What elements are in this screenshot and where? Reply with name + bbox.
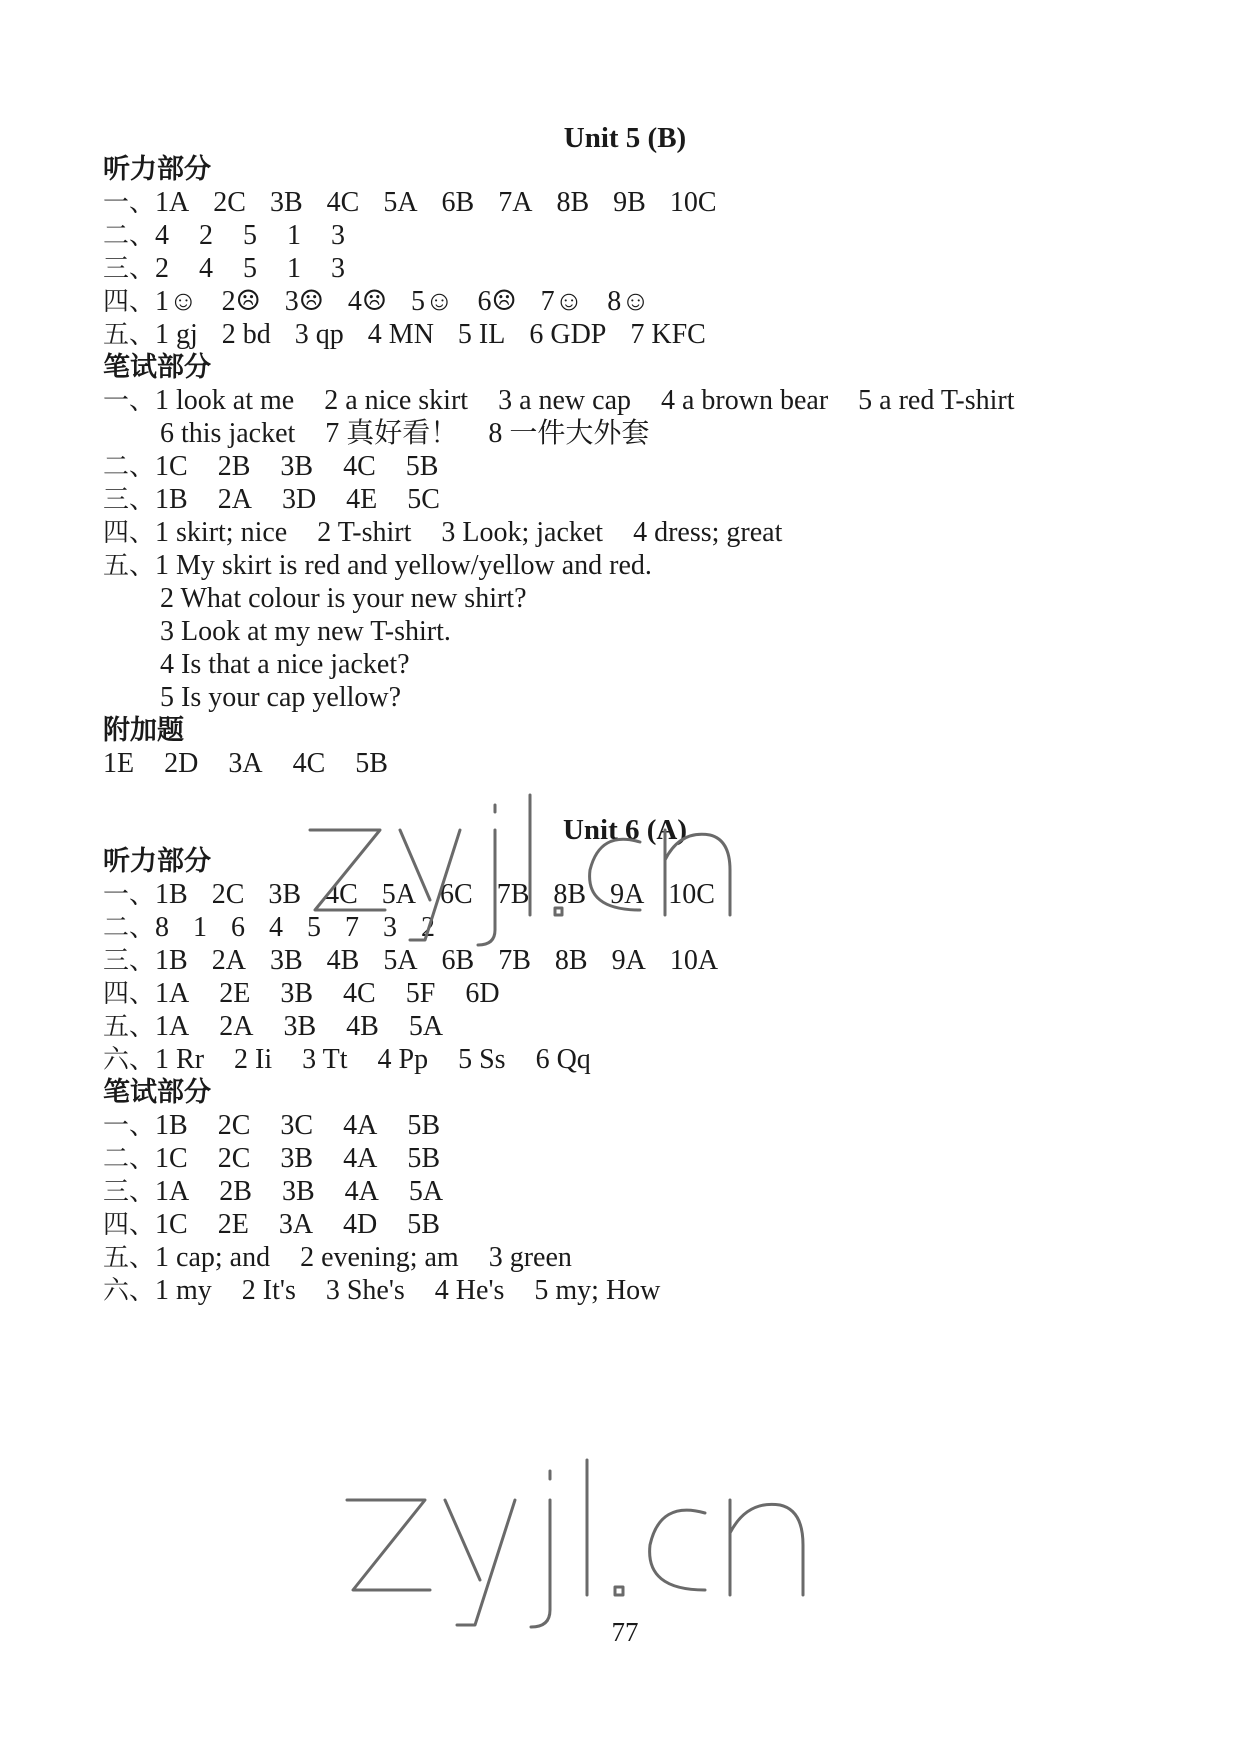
answer-item: 7 真好看！: [325, 418, 459, 449]
answer-item: 5A: [383, 187, 418, 218]
unit-5-writing-line: [160, 416, 679, 452]
answer-item: 4A: [343, 1110, 378, 1141]
answer-item: 3B: [280, 978, 314, 1009]
answer-item: 6B: [441, 187, 475, 218]
answer-item: 2A: [211, 945, 246, 976]
unit-5-writing-line: [160, 581, 557, 617]
answer-item: 2C: [217, 1143, 251, 1174]
question-number: 三、: [103, 485, 156, 515]
answer-item: 1A: [155, 187, 190, 218]
question-number: 一、: [103, 1111, 156, 1141]
answer-item: 2 bd: [221, 319, 271, 350]
answer-item: 4: [199, 253, 214, 284]
answer-item: 3B: [268, 879, 302, 910]
question-number: 一、: [103, 880, 156, 910]
answer-item: 4D: [343, 1209, 378, 1240]
answer-item: 7☺: [540, 286, 584, 317]
question-number: 五、: [103, 1012, 156, 1042]
question-number: 一、: [103, 188, 156, 218]
question-number: 四、: [103, 979, 156, 1009]
answer-item: 3A: [228, 748, 263, 779]
unit-6-writing-line: [103, 1273, 690, 1309]
answer-item: 10C: [669, 187, 717, 218]
answer-item: 6 GDP: [529, 319, 607, 350]
answer-item: 3B: [269, 945, 303, 976]
answer-item: 5 Ss: [458, 1044, 506, 1075]
answer-item: 9B: [613, 187, 646, 218]
unit-6-listening-line: [103, 1042, 621, 1078]
answer-item: 3B: [280, 1143, 314, 1174]
answer-item: 1E: [103, 748, 135, 779]
answer-item: 7B: [498, 945, 531, 976]
question-number: 二、: [103, 913, 156, 943]
answer-item: 6 Qq: [535, 1044, 591, 1075]
unit-5-writing-line: [160, 647, 440, 683]
question-number: 四、: [103, 518, 156, 548]
answer-item: 2: [421, 912, 436, 943]
answer-item: 2 It's: [241, 1275, 296, 1306]
question-number: 四、: [103, 1210, 156, 1240]
answer-item: 1 cap; and: [155, 1242, 271, 1273]
answer-item: 5C: [407, 484, 440, 515]
answer-item: 3 qp: [294, 319, 344, 350]
answer-item: 3 Look at my new T-shirt.: [160, 616, 451, 647]
answer-item: 3A: [278, 1209, 314, 1240]
question-number: 六、: [103, 1045, 156, 1075]
answer-item: 2 evening; am: [300, 1242, 459, 1273]
answer-item: 8 一件大外套: [488, 418, 650, 449]
unit-6-writing-heading: 笔试部分: [103, 1077, 211, 1108]
answer-item: 5A: [383, 945, 418, 976]
answer-item: 5: [307, 912, 322, 943]
answer-item: 5B: [407, 1143, 440, 1174]
unit-6-writing-line: [103, 1108, 470, 1144]
answer-item: 5: [243, 253, 258, 284]
answer-item: 10C: [668, 879, 715, 910]
unit-5-writing-line: [103, 515, 812, 551]
answer-item: 1A: [155, 1011, 190, 1042]
answer-item: 2: [155, 253, 170, 284]
page-number: 77: [611, 1617, 639, 1647]
question-number: 五、: [103, 320, 156, 350]
answer-item: 4C: [326, 187, 360, 218]
unit-5-title: Unit 5 (B): [563, 122, 687, 154]
answer-item: 1: [287, 253, 302, 284]
answer-item: 1☺: [155, 286, 198, 317]
answer-item: 6☹: [477, 286, 517, 317]
answer-item: 5A: [381, 879, 416, 910]
answer-item: 2C: [213, 187, 246, 218]
answer-item: 8B: [556, 187, 590, 218]
answer-item: 3B: [283, 1011, 317, 1042]
question-number: 六、: [103, 1276, 156, 1306]
unit-5-writing-line: [103, 449, 468, 485]
answer-item: 4 a brown bear: [661, 385, 829, 416]
unit-6-listening-line: [103, 877, 739, 913]
answer-item: 5A: [408, 1011, 444, 1042]
answer-item: 1: [193, 912, 208, 943]
unit-6-listening-line: [103, 1009, 473, 1045]
answer-item: 4 Pp: [377, 1044, 429, 1075]
unit-6-writing-line: [103, 1207, 470, 1243]
unit-6-writing-line: [103, 1141, 470, 1177]
answer-item: 7 KFC: [630, 319, 706, 350]
answer-item: 7: [345, 912, 360, 943]
answer-item: 2E: [217, 1209, 249, 1240]
question-number: 三、: [103, 1177, 156, 1207]
answer-item: 3C: [280, 1110, 314, 1141]
answer-item: 2 T-shirt: [317, 517, 412, 548]
answer-item: 5B: [355, 748, 388, 779]
answer-item: 6B: [441, 945, 475, 976]
answer-item: 3 Tt: [302, 1044, 348, 1075]
question-number: 一、: [103, 386, 156, 416]
answer-item: 2C: [217, 1110, 251, 1141]
answer-item: 5 my; How: [534, 1275, 661, 1306]
question-number: 五、: [103, 1243, 156, 1273]
answer-item: 3D: [281, 484, 317, 515]
answer-item: 4A: [344, 1176, 379, 1207]
unit-5-writing-line: [103, 383, 1044, 419]
answer-item: 1A: [155, 1176, 190, 1207]
question-number: 三、: [103, 946, 156, 976]
unit-6-listening-line: [103, 910, 459, 946]
answer-item: 2B: [219, 1176, 252, 1207]
answer-item: 4C: [343, 451, 376, 482]
answer-item: 4: [155, 220, 170, 251]
unit-6-listening-heading: 听力部分: [103, 846, 211, 877]
answer-item: 1C: [155, 1209, 188, 1240]
unit-5-listening-line: [103, 218, 375, 254]
answer-item: 7A: [498, 187, 533, 218]
unit-6-writing-line: [103, 1240, 602, 1276]
unit-5-listening-line: [103, 284, 674, 320]
answer-item: 5B: [405, 451, 439, 482]
question-number: 二、: [103, 452, 156, 482]
unit-5-writing-line: [103, 548, 682, 584]
answer-item: 3 Look; jacket: [441, 517, 604, 548]
answer-item: 2A: [217, 484, 252, 515]
unit-5-writing-line: [160, 680, 431, 716]
answer-item: 4E: [346, 484, 378, 515]
answer-item: 4☹: [347, 286, 387, 317]
answer-item: 2 a nice skirt: [324, 385, 469, 416]
answer-item: 8: [155, 912, 170, 943]
answer-item: 6C: [440, 879, 473, 910]
answer-item: 3 She's: [325, 1275, 405, 1306]
answer-item: 4: [269, 912, 284, 943]
answer-item: 4C: [292, 748, 326, 779]
answer-item: 5☺: [410, 286, 454, 317]
answer-item: 1 My skirt is red and yellow/yellow and red.: [155, 550, 652, 581]
answer-item: 5F: [405, 978, 436, 1009]
answer-item: 2D: [164, 748, 199, 779]
answer-item: 1 skirt; nice: [155, 517, 288, 548]
answer-item: 1 Rr: [155, 1044, 205, 1075]
answer-item: 7B: [496, 879, 530, 910]
answer-item: 5: [243, 220, 258, 251]
answer-item: 4A: [343, 1143, 378, 1174]
question-number: 三、: [103, 254, 156, 284]
answer-item: 2 Ii: [234, 1044, 273, 1075]
unit-5-writing-line: [103, 482, 470, 518]
unit-5-writing-line: [160, 614, 481, 650]
answer-item: 1B: [155, 879, 188, 910]
answer-item: 10A: [669, 945, 719, 976]
answer-item: 3: [331, 220, 346, 251]
unit-5-listening-line: [103, 185, 741, 221]
answer-item: 5 a red T-shirt: [858, 385, 1015, 416]
unit-6-listening-line: [103, 943, 742, 979]
answer-item: 2E: [219, 978, 251, 1009]
answer-item: 4 MN: [367, 319, 434, 350]
answer-item: 3B: [280, 451, 314, 482]
answer-item: 1 look at me: [155, 385, 295, 416]
answer-item: 1C: [155, 1143, 188, 1174]
unit-5-listening-heading: 听力部分: [103, 154, 211, 185]
answer-item: 8B: [553, 879, 587, 910]
answer-item: 3: [331, 253, 346, 284]
answer-item: 5A: [408, 1176, 444, 1207]
unit-5-extra-heading: 附加题: [103, 715, 184, 746]
unit-6-listening-line: [103, 976, 530, 1012]
question-number: 二、: [103, 1144, 156, 1174]
answer-item: 1: [287, 220, 302, 251]
question-number: 四、: [103, 287, 156, 317]
unit-5-listening-line: [103, 317, 730, 353]
answer-item: 2A: [219, 1011, 254, 1042]
answer-item: 2 What colour is your new shirt?: [160, 583, 527, 614]
answer-item: 2B: [217, 451, 251, 482]
answer-item: 1C: [155, 451, 188, 482]
answer-item: 1B: [155, 945, 188, 976]
answer-item: 4 dress; great: [633, 517, 783, 548]
answer-item: 4B: [346, 1011, 379, 1042]
answer-item: 4B: [326, 945, 360, 976]
answer-item: 1 gj: [155, 319, 198, 350]
answer-item: 3 green: [488, 1242, 572, 1273]
question-number: 二、: [103, 221, 156, 251]
answer-item: 8B: [554, 945, 588, 976]
answer-item: 1B: [155, 1110, 188, 1141]
answer-item: 2: [199, 220, 214, 251]
answer-item: 3B: [269, 187, 303, 218]
answer-item: 5B: [407, 1110, 440, 1141]
answer-item: 6: [231, 912, 246, 943]
answer-item: 9A: [611, 945, 646, 976]
unit-5-writing-heading: 笔试部分: [103, 352, 211, 383]
answer-item: 3☹: [284, 286, 324, 317]
answer-item: 6 this jacket: [160, 418, 296, 449]
answer-item: 3: [383, 912, 398, 943]
answer-item: 5 IL: [457, 319, 506, 350]
answer-item: 3 a new cap: [498, 385, 631, 416]
answer-item: 5B: [407, 1209, 440, 1240]
answer-item: 1B: [155, 484, 188, 515]
answer-item: 2C: [211, 879, 245, 910]
answer-item: 8☺: [607, 286, 650, 317]
question-number: 五、: [103, 551, 156, 581]
answer-item: 1 my: [155, 1275, 212, 1306]
unit-5-extra-line: [103, 746, 418, 782]
answer-item: 5 Is your cap yellow?: [160, 682, 402, 713]
answer-item: 4C: [343, 978, 376, 1009]
answer-item: 4 Is that a nice jacket?: [160, 649, 410, 680]
answer-item: 2☹: [221, 286, 261, 317]
answer-item: 6D: [465, 978, 500, 1009]
answer-item: 4C: [325, 879, 358, 910]
answer-item: 4 He's: [434, 1275, 505, 1306]
answer-item: 9A: [610, 879, 645, 910]
unit-6-writing-line: [103, 1174, 473, 1210]
answer-item: 3B: [281, 1176, 315, 1207]
unit-5-listening-line: [103, 251, 375, 287]
unit-6-title: Unit 6 (A): [562, 814, 688, 846]
answer-item: 1A: [155, 978, 190, 1009]
